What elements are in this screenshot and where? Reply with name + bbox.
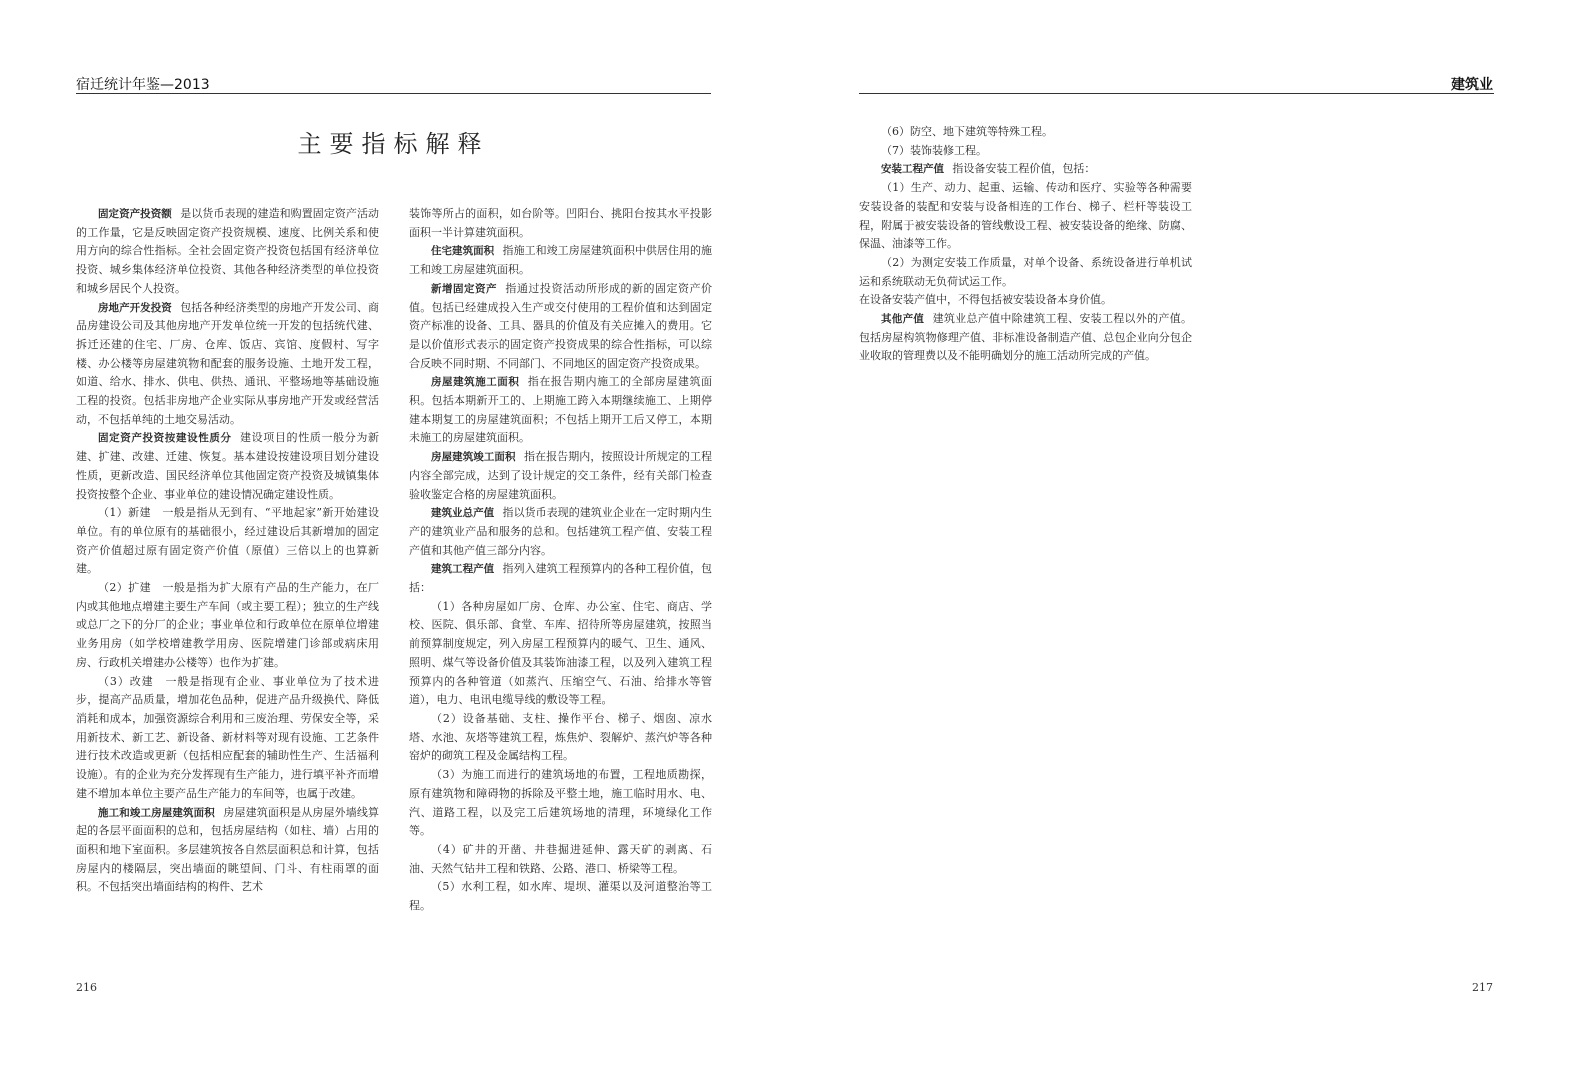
paragraph (409, 205, 712, 242)
paragraph-text: 指施工和竣工房屋建筑面积中供居住用的施工和竣工房屋建筑面积。 (409, 244, 713, 277)
paragraph-text: （7）装饰装修工程。 (881, 143, 987, 157)
paragraph (859, 310, 1192, 366)
paragraph (409, 504, 712, 560)
paragraph (409, 710, 712, 766)
paragraph (76, 429, 379, 504)
paragraph-text: 建设项目的性质一般分为新建、扩建、改建、迁建、恢复。基本建设按建设项目划分建设性质，更新改造、国民经济单位其他固定资产投资及城镇集体投资按整个企业、事业单位的建设情况确定建设性质。 (76, 431, 380, 501)
page-title: 主要指标解释 (297, 130, 490, 158)
paragraph-text: 在设备安装产值中，不得包括被安装设备本身价值。 (859, 293, 1112, 307)
paragraph (409, 448, 712, 504)
paragraph-text: 指通过投资活动所形成的新的固定资产价值。包括已经建成投入生产或交付使用的工程价值和达到固定资产标准的设备、工具、器具的价值及有关应摊入的费用。它是以价值形式表示的固定资产投资成果的综合性指标，可以综合反映不同时期、不同部门、不同地区的固定资产投资成果。 (409, 281, 713, 370)
page-number-left: 216 (76, 981, 97, 994)
term-label: 施工和竣工房屋建筑面积 (98, 806, 215, 819)
paragraph (859, 123, 1192, 142)
paragraph-text: （2）扩建 一般是指为扩大原有产品的生产能力，在厂内或其他地点增建主要生产车间（或主要工程）；独立的生产线或总厂之下的分厂的企业；事业单位和行政单位在原单位增建业务用房（如学校增建教学用房、医院增建门诊部或病床用房、行政机关增建办公楼等）也作为扩建。 (76, 581, 379, 669)
term-label: 新增固定资产 (431, 282, 498, 295)
paragraph (859, 291, 1192, 310)
paragraph (409, 766, 712, 841)
paragraph-text: （1）新建 一般是指从无到有、“平地起家”新开始建设单位。有的单位原有的基础很小，经过建设后其新增加的固定资产价值超过原有固定资产价值（原值）三倍以上的也算新建。 (76, 506, 379, 576)
header-rule-right (859, 93, 1494, 94)
paragraph-text: 装饰等所占的面积，如台阶等。凹阳台、挑阳台按其水平投影面积一半计算建筑面积。 (409, 207, 712, 239)
paragraph (409, 242, 712, 279)
header-rule-left (76, 93, 711, 94)
paragraph-text: 包括各种经济类型的房地产开发公司、商品房建设公司及其他房地产开发单位统一开发的包括统代建、拆迁还建的住宅、厂房、仓库、饭店、宾馆、度假村、写字楼、办公楼等房屋建筑物和配套的服务设施、土地开发工程，如道、给水、排水、供电、供热、通讯、平整场地等基础设施工程的投资。包括非房地产企业实际从事房地产开发或经营活动，不包括单纯的土地交易活动。 (76, 300, 380, 426)
paragraph-text: 指在报告期内，按照设计所规定的工程内容全部完成，达到了设计规定的交工条件，经有关部门检查验收鉴定合格的房屋建筑面积。 (409, 450, 713, 501)
paragraph-text: （1）各种房屋如厂房、仓库、办公室、住宅、商店、学校、医院、俱乐部、食堂、车库、招待所等房屋建筑，按照当前预算制度规定，列入房屋工程预算内的暖气、卫生、通风、照明、煤气等设备价值及其装饰油漆工程，以及列入建筑工程预算内的各种管道（如蒸汽、压缩空气、石油、给排水等管道），电力、电讯电缆导线的敷设等工程。 (409, 599, 712, 707)
running-header-right: 建筑业 (1451, 77, 1493, 93)
term-label: 固定资产投资额 (98, 208, 172, 220)
paragraph (76, 804, 379, 898)
paragraph (76, 205, 379, 299)
paragraph (409, 280, 712, 374)
term-label: 房地产开发投资 (98, 301, 172, 314)
paragraph-text: 房屋建筑面积是从房屋外墙线算起的各层平面面积的总和，包括房屋结构（如柱、墙）占用的面积和地下室面积。多层建筑按各自然层面积总和计算，包括房屋内的楼隔层，突出墙面的眺望间、门斗、有柱雨罩的面积。不包括突出墙面结构的构件、艺术 (76, 805, 380, 894)
paragraph-text: （1）生产、动力、起重、运输、传动和医疗、实验等各种需要安装设备的装配和安装与设备相连的工作台、梯子、栏杆等装设工程，附属于被安装设备的管线敷设工程、被安装设备的绝缘、防腐、保温、油漆等工作。 (859, 181, 1192, 251)
paragraph (409, 373, 712, 448)
paragraph (859, 142, 1192, 161)
term-label: 固定资产投资按建设性质分 (98, 432, 232, 445)
term-label: 建筑业总产值 (431, 507, 495, 520)
paragraph-text: （5）水利工程，如水库、堤坝、灌渠以及河道整治等工程。 (409, 880, 712, 913)
paragraph-text: （6）防空、地下建筑等特殊工程。 (881, 125, 1053, 138)
term-label: 房屋建筑竣工面积 (431, 451, 516, 464)
paragraph-text: 指以货币表现的建筑业企业在一定时期内生产的建筑业产品和服务的总和。包括建筑工程产值、安装工程产值和其他产值三部分内容。 (409, 506, 713, 557)
running-header-left: 宿迁统计年鉴—2013 (76, 77, 210, 93)
paragraph (859, 160, 1192, 179)
term-label: 住宅建筑面积 (431, 245, 495, 258)
paragraph (409, 560, 712, 597)
text-column-3 (859, 123, 1192, 366)
page-number-right: 217 (1472, 981, 1493, 994)
paragraph-text: （2）设备基础、支柱、操作平台、梯子、烟囱、凉水塔、水池、灰塔等建筑工程，炼焦炉、裂解炉、蒸汽炉等各种窑炉的砌筑工程及金属结构工程。 (409, 711, 712, 763)
paragraph (409, 841, 712, 878)
paragraph (409, 878, 712, 915)
text-column-1 (76, 205, 379, 897)
paragraph-text: （3）为施工而进行的建筑场地的布置，工程地质勘探，原有建筑物和障碍物的拆除及平整土地，施工临时用水、电、汽、道路工程，以及完工后建筑场地的清理，环境绿化工作等。 (409, 768, 712, 838)
term-label: 其他产值 (881, 313, 925, 326)
term-label: 房屋建筑施工面积 (431, 376, 520, 389)
paragraph (859, 254, 1192, 291)
paragraph (76, 504, 379, 579)
paragraph (76, 673, 379, 804)
text-column-2 (409, 205, 712, 916)
paragraph-text: 建筑业总产值中除建筑工程、安装工程以外的产值。包括房屋构筑物修理产值、非标准设备制造产值、总包企业向分包企业收取的管理费以及不能明确划分的施工活动所完成的产值。 (859, 312, 1192, 363)
paragraph (409, 598, 712, 710)
term-label: 建筑工程产值 (431, 563, 495, 576)
term-label: 安装工程产值 (881, 163, 944, 176)
paragraph-text: 指在报告期内施工的全部房屋建筑面积。包括本期新开工的、上期施工跨入本期继续施工、上期停建本期复工的房屋建筑面积；不包括上期开工后又停工，本期未施工的房屋建筑面积。 (409, 375, 713, 445)
paragraph-text: （2）为测定安装工作质量，对单个设备、系统设备进行单机试运和系统联动无负荷试运工作。 (859, 255, 1192, 288)
paragraph-text: 指列入建筑工程预算内的各种工程价值，包括： (409, 562, 713, 595)
paragraph-text: 是以货币表现的建造和购置固定资产活动的工作量，它是反映固定资产投资规模、速度、比例关系和使用方向的综合性指标。全社会固定资产投资包括国有经济单位投资、城乡集体经济单位投资、其他各种经济类型的单位投资和城乡居民个人投资。 (76, 207, 380, 295)
paragraph-text: （4）矿井的开凿、井巷掘进延伸、露天矿的剥离、石油、天然气钻井工程和铁路、公路、港口、桥梁等工程。 (409, 842, 712, 875)
paragraph (76, 299, 379, 430)
paragraph (859, 179, 1192, 254)
paragraph-text: 指设备安装工程价值，包括： (952, 162, 1096, 176)
paragraph-text: （3）改建 一般是指现有企业、事业单位为了技术进步，提高产品质量，增加花色品种，促进产品升级换代、降低消耗和成本，加强资源综合利用和三废治理、劳保安全等，采用新技术、新工艺、新设备、新材料等对现有设施、工艺条件进行技术改造或更新（包括相应配套的辅助性生产、生活福利设施）。有的企业为充分发挥现有生产能力，进行填平补齐而增建不增加本单位主要产品生产能力的车间等，也属于改建。 (76, 674, 379, 800)
paragraph (76, 579, 379, 673)
